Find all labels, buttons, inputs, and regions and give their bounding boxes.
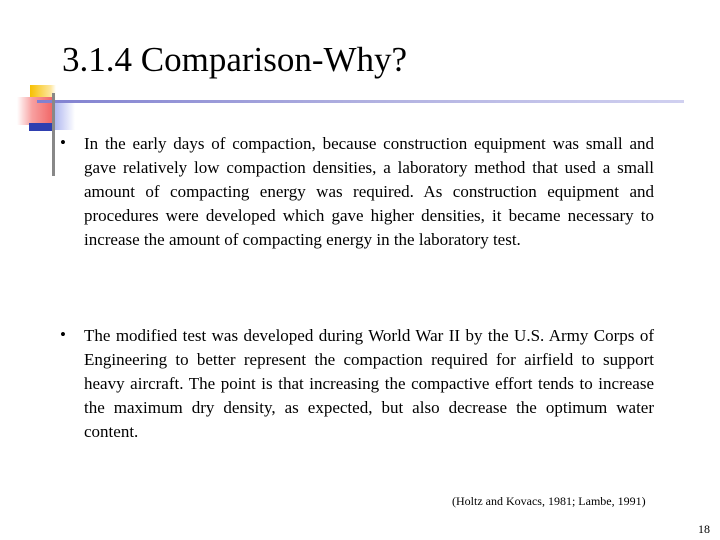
bullet-text-2: The modified test was developed during World War II by the U.S. Army Corps of Engineering to better represent the compaction required for airfield to support heavy aircraft. The point is that increasing the compactive effort tends to increase the maximum dry density, as expected, but also decrease the optimum water content. xyxy=(84,326,654,441)
bullet-text-1: In the early days of compaction, because construction equipment was small and gave relatively low compaction densities, a laboratory method that used a small amount of compacting energy was required. As construction equipment and procedures were developed which gave higher densities, it became necessary to increase the amount of compacting energy in the laboratory test. xyxy=(84,134,654,249)
decor-blue-shade xyxy=(55,100,75,130)
title-underline xyxy=(37,100,684,103)
decor-vertical-line xyxy=(52,93,55,176)
bullet-icon: • xyxy=(60,133,66,152)
citation: (Holtz and Kovacs, 1981; Lambe, 1991) xyxy=(452,494,646,508)
bullet-icon: • xyxy=(60,325,66,344)
slide-title: 3.1.4 Comparison-Why? xyxy=(62,40,408,79)
page-number: 18 xyxy=(698,522,710,536)
decor-blue-bar xyxy=(29,123,54,131)
